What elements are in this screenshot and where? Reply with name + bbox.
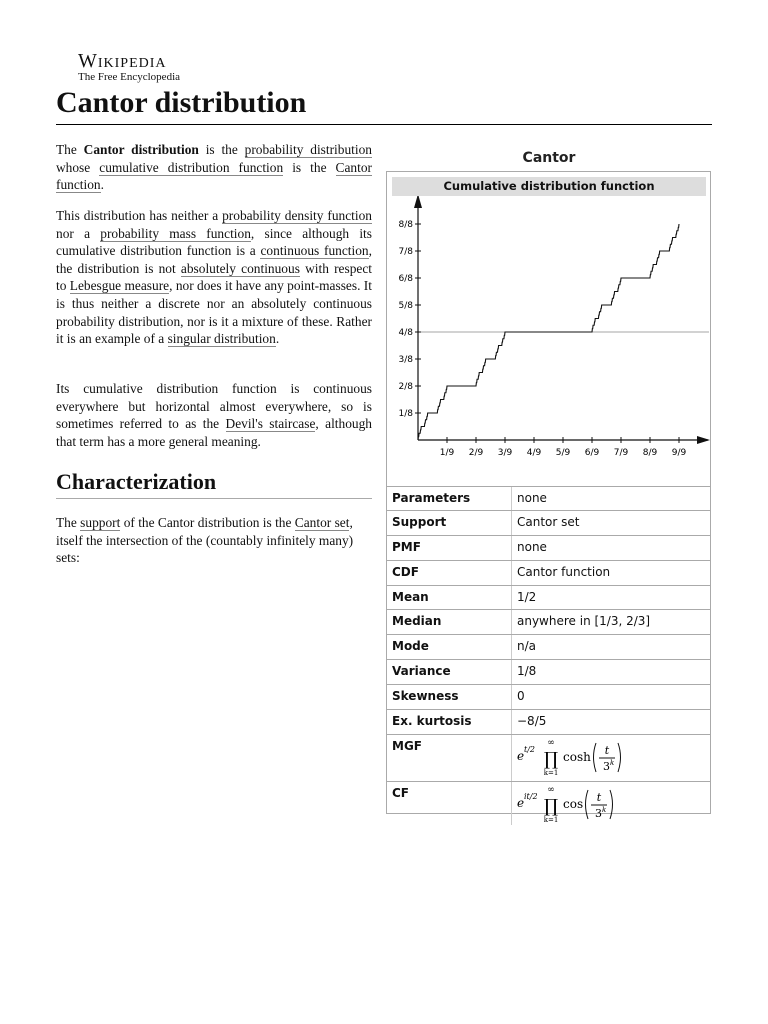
row-value: none [517,540,547,554]
x-axis-arrow [697,436,710,444]
formula-part: t [604,744,610,757]
cdf-chart [387,196,710,486]
text: , since although its cumulative distribution function is a [56,225,372,259]
formula-part: cosh [563,750,591,764]
link-lebesgue-measure[interactable]: Lebesgue measure [69,278,170,294]
formula-part: ∏ [543,796,559,817]
column-divider [511,635,512,659]
left-paren [586,790,589,819]
x-tick-label: 5/9 [555,448,571,458]
column-divider [511,511,512,535]
intro-paragraph-3 [56,380,372,450]
infobox-caption: Cantor [522,150,576,166]
column-divider [511,586,512,609]
column-divider [511,782,512,825]
text: This distribution has neither a [56,208,223,223]
formula-part: k [610,759,615,767]
y-tick-label: 1/8 [398,409,413,419]
table-row [387,535,710,560]
formula-part: e [517,796,525,810]
x-tick-label: 2/9 [468,448,484,458]
row-label: Support [392,515,447,529]
formula-part: ∏ [543,749,559,770]
row-label: Mean [392,590,429,604]
y-tick-label: 6/8 [398,274,413,284]
text: The [56,142,84,157]
table-row [387,560,710,585]
link-singular-distribution[interactable]: singular distribution [167,331,276,347]
column-divider [511,610,512,634]
intro-paragraph-2 [56,207,372,348]
intro-paragraph-1 [56,141,372,194]
bold-term: Cantor distribution [83,142,199,157]
y-axis-arrow [414,196,422,208]
row-label: Median [392,614,442,628]
y-tick-label: 7/8 [398,247,413,257]
row-value: n/a [517,639,537,653]
text: . [100,177,104,193]
row-label: CDF [392,565,419,579]
link-cdf[interactable]: cumulative distribution function [99,159,284,175]
formula-part: k=1 [543,816,559,824]
table-row [387,585,710,609]
text: whose [56,159,100,175]
column-divider [511,561,512,585]
row-value[interactable]: Cantor set [517,515,580,529]
wikipedia-logo[interactable] [78,50,180,83]
link-cantor-function[interactable]: Cantor function [56,159,372,193]
formula-part: 3 [595,807,602,820]
formula-part: ∞ [547,738,555,748]
x-tick-label: 3/9 [497,448,513,458]
page-title: Cantor distribution [56,86,307,119]
text: is the [283,159,336,175]
x-tick-label: 4/9 [526,448,542,458]
text: , the distribution is not [56,243,372,276]
row-label: Parameters [392,491,471,505]
table-row [387,659,710,684]
x-tick-label: 7/9 [613,448,629,458]
left-paren [594,743,597,772]
table-row [387,634,710,659]
cf-formula [515,782,645,826]
table-row [387,684,710,709]
column-divider [511,487,512,510]
text: of the Cantor distribution is the [120,515,295,530]
infobox-table [387,486,710,825]
text: . [275,331,280,347]
row-label: Ex. kurtosis [392,714,472,728]
logo-tagline: The Free Encyclopedia [78,71,181,83]
x-tick-label: 6/9 [584,448,600,458]
text: Its cumulative distribution function is continuous everywhere but horizontal almost everywhere, so is sometimes referred to as the [56,381,372,432]
text: is the [198,142,245,157]
row-label: Mode [392,639,429,653]
right-paren [618,743,621,772]
link-devils-staircase[interactable]: Devil's staircase [225,416,316,432]
logo-wordmark: Wikipedia [78,50,167,72]
row-value: 1/2 [517,590,537,604]
column-divider [511,660,512,684]
column-divider [511,735,512,781]
table-row [387,709,710,734]
row-label: Variance [392,664,451,678]
column-divider [511,536,512,560]
link-absolutely-continuous[interactable]: absolutely continuous [180,260,300,276]
mgf-formula [515,735,645,779]
formula-part: k=1 [543,769,559,777]
title-divider [56,124,712,125]
row-label: PMF [392,540,421,554]
row-value[interactable]: Cantor function [517,565,611,579]
section-divider [56,498,372,499]
y-tick-label: 5/8 [398,301,413,311]
right-paren [610,790,613,819]
section-paragraph [56,514,372,567]
text: , although that term has a more general meaning. [56,416,372,449]
text: The [56,515,81,530]
row-value: none [517,491,547,505]
row-label: CF [392,786,410,800]
row-label: Skewness [392,689,459,703]
row-label: MGF [392,739,422,753]
text: , itself the intersection of the (countably infinitely many) sets: [56,515,354,566]
x-tick-label: 8/9 [642,448,658,458]
column-divider [511,685,512,709]
link-pmf[interactable]: probability mass function [100,225,251,241]
table-row-mgf [387,734,710,781]
link-probability-distribution[interactable]: probability distribution [244,142,372,157]
formula-part: t [596,791,602,804]
section-heading: Characterization [56,469,217,494]
link-support[interactable]: support [80,515,121,530]
formula-part: k [602,806,607,814]
y-tick-label: 4/8 [398,328,413,338]
x-tick-label: 9/9 [671,448,687,458]
table-row [387,510,710,535]
row-value: anywhere in [1/3, 2/3] [517,614,651,628]
link-cantor-set[interactable]: Cantor set [294,515,350,530]
text: , nor does it have any point-masses. It is thus neither a discrete nor an absolutely continuous probability distribution, nor is it a mixture of these. Rather it is an example of a [56,278,372,347]
link-pdf[interactable]: probability density function [222,208,373,223]
row-value: −8/5 [517,714,547,728]
link-continuous-function[interactable]: continuous function [260,243,369,259]
formula-part: 3 [603,760,610,773]
text: with respect to [56,260,373,294]
formula-part: t/2 [524,745,535,754]
x-tick-label: 1/9 [439,448,455,458]
row-value: 0 [517,689,525,703]
formula-part: it/2 [524,792,538,801]
infobox-header: Cumulative distribution function [392,177,706,196]
infobox [386,171,711,824]
table-row-cf [387,781,710,825]
formula-part: ∞ [547,785,555,795]
row-value: 1/8 [517,664,537,678]
formula-part: e [517,749,525,763]
column-divider [511,710,512,734]
y-tick-label: 8/8 [398,220,413,230]
table-row [387,609,710,634]
text: nor a [56,225,101,241]
y-tick-label: 2/8 [398,382,413,392]
table-row [387,486,710,510]
y-tick-label: 3/8 [398,355,413,365]
formula-part: cos [563,797,584,811]
